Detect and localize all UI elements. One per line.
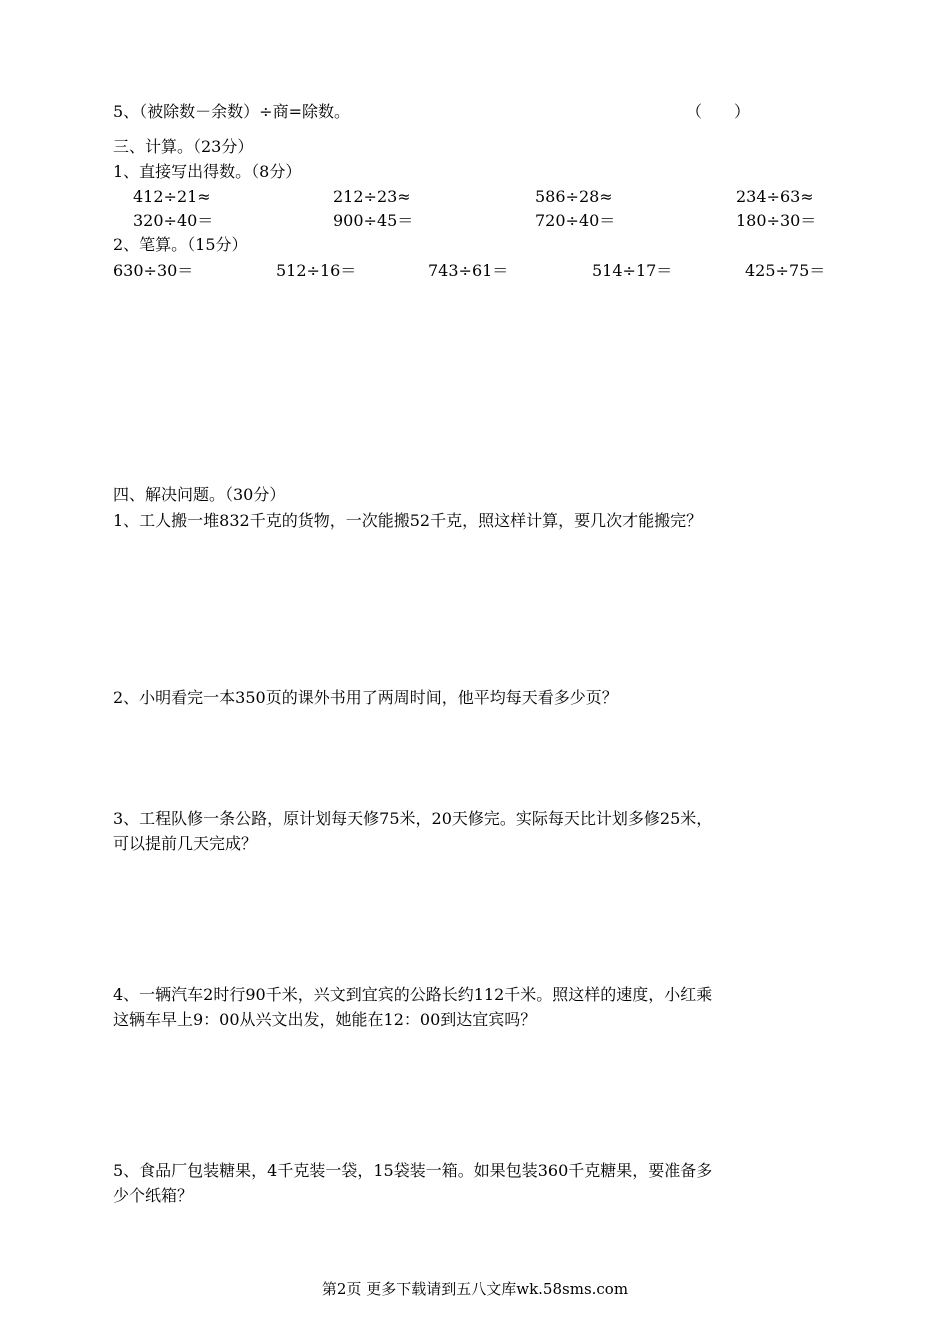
oral-calc-item: 234÷63≈ [736,187,814,206]
question-3-line-1: 3、工程队修一条公路，原计划每天修75米，20天修完。实际每天比计划多修25米， [113,809,713,828]
written-calc-item: 425÷75＝ [745,261,826,280]
written-calc-item: 743÷61＝ [428,261,509,280]
oral-calc-item: 180÷30＝ [736,211,817,230]
question-5-line-1: 5、食品厂包装糖果，4千克装一袋，15袋装一箱。如果包装360千克糖果，要准备多 [113,1161,713,1180]
written-calc-item: 512÷16＝ [276,261,357,280]
oral-calc-item: 720÷40＝ [535,211,616,230]
question-3-line-2: 可以提前几天完成？ [113,834,258,853]
written-calc-heading: 2、笔算。（15分） [113,235,248,254]
written-calc-item: 514÷17＝ [592,261,673,280]
oral-calc-item: 412÷21≈ [133,187,211,206]
question-1: 1、工人搬一堆832千克的货物，一次能搬52千克，照这样计算，要几次才能搬完？ [113,511,703,530]
page-footer: 第2页 更多下载请到五八文库wk.58sms.com [321,1280,629,1298]
section3-heading: 三、计算。（23分） [113,137,254,156]
oral-calc-item: 320÷40＝ [133,211,214,230]
question-2: 2、小明看完一本350页的课外书用了两周时间，他平均每天看多少页？ [113,688,618,707]
judge-item-5-text: 5、（被除数－余数）÷商=除数。 [113,102,350,121]
oral-calc-item: 900÷45＝ [333,211,414,230]
oral-calc-item: 586÷28≈ [535,187,613,206]
question-4-line-2: 这辆车早上9：00从兴文出发，她能在12：00到达宜宾吗？ [113,1010,537,1029]
answer-parentheses: （ ） [686,102,751,121]
written-calc-item: 630÷30＝ [113,261,194,280]
oral-calc-heading: 1、直接写出得数。（8分） [113,162,302,181]
oral-calc-item: 212÷23≈ [333,187,411,206]
question-5-line-2: 少个纸箱？ [113,1186,194,1205]
question-4-line-1: 4、一辆汽车2时行90千米，兴文到宜宾的公路长约112千米。照这样的速度，小红乘 [113,985,713,1004]
section4-heading: 四、解决问题。（30分） [113,485,286,504]
